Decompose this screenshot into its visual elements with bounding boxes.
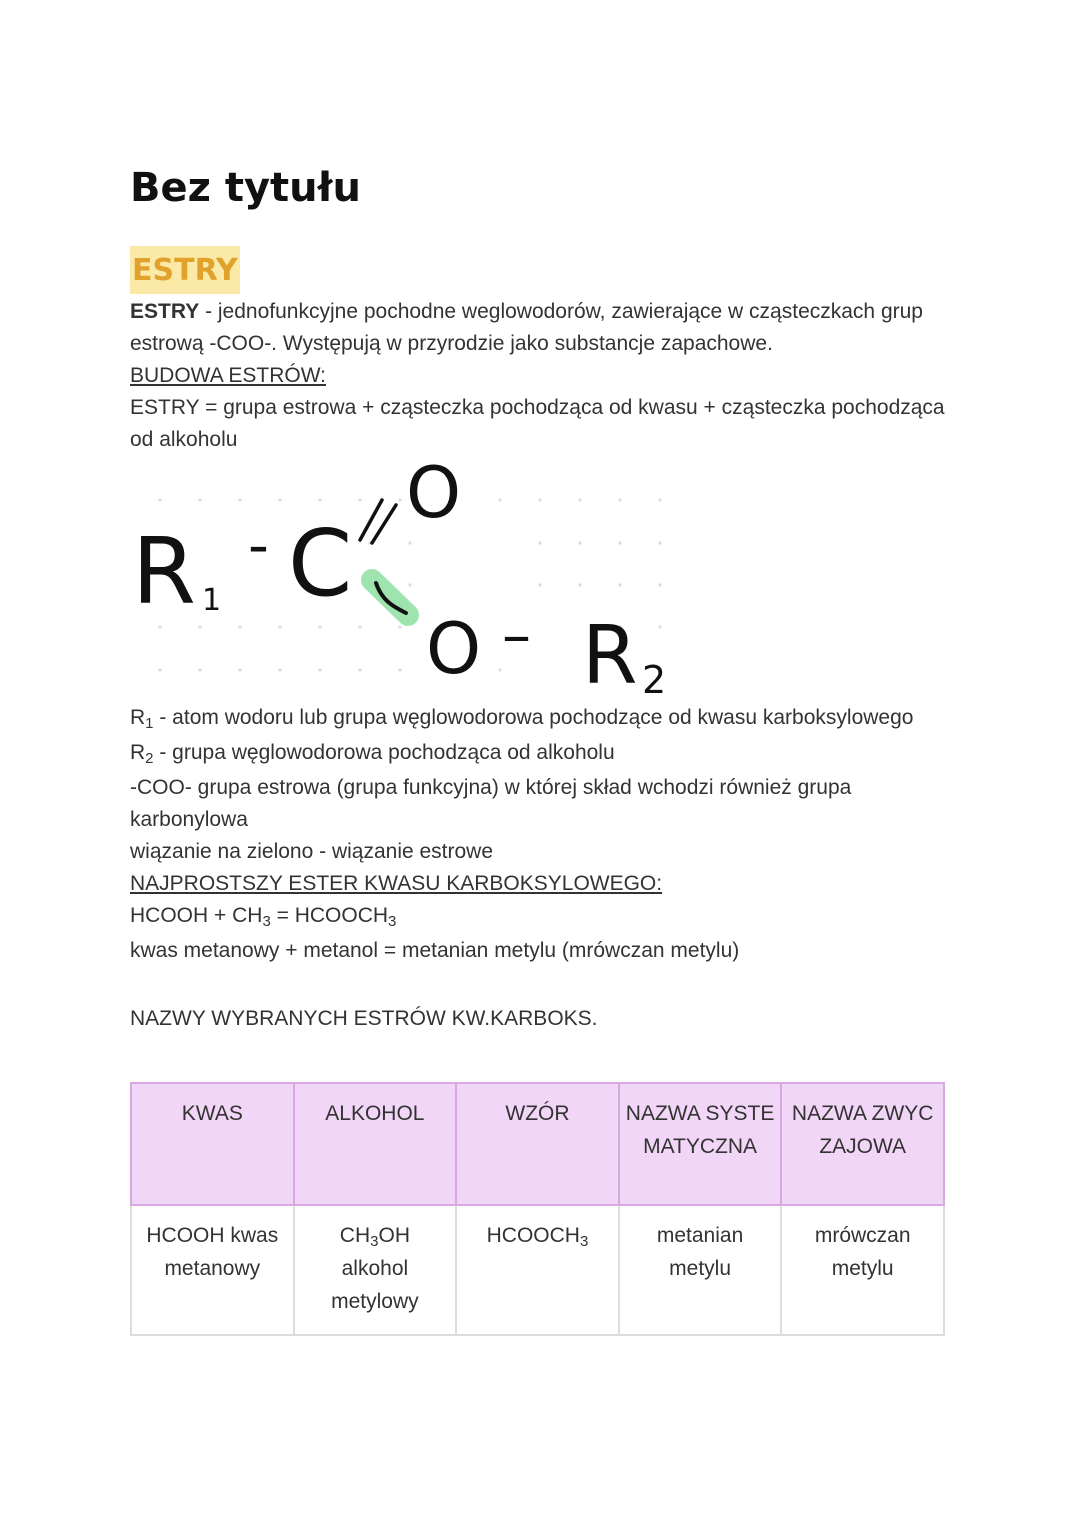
carbon-letter: C bbox=[288, 510, 353, 617]
page-title: Bez tytułu bbox=[130, 165, 361, 211]
reaction-equation: HCOOH + $CH_3$ = $HCOOCH_3$ bbox=[130, 904, 397, 930]
budowa-heading: BUDOWA ESTRÓW: bbox=[130, 364, 327, 387]
dash-left: - bbox=[248, 511, 269, 579]
dash-right: – bbox=[502, 601, 531, 669]
header-nazwa-zwyczajowa: NAZWA ZWYCZAJOWA bbox=[781, 1083, 944, 1205]
header-alkohol: ALKOHOL bbox=[294, 1083, 457, 1205]
cell-kwas: HCOOH kwas metanowy bbox=[131, 1205, 294, 1335]
cell-alkohol: $CH_3OH$ alkohol metylowy bbox=[294, 1205, 457, 1335]
cell-nazwa-zwyczajowa: mrówczan metylu bbox=[781, 1205, 944, 1335]
names-equation: kwas metanowy + metanol = metanian metylu (mrówczan metylu) bbox=[130, 939, 740, 962]
header-nazwa-systematyczna: NAZWA SYSTEMATYCZNA bbox=[619, 1083, 782, 1205]
oxygen-bottom: O bbox=[426, 608, 482, 690]
cell-nazwa-systematyczna: metanian metylu bbox=[619, 1205, 782, 1335]
header-wzor: WZÓR bbox=[456, 1083, 619, 1205]
intro-text: - jednofunkcyjne pochodne weglowodorów, zawierające w cząsteczkach grup estrową -COO-. Występują w przyrodzie jako substancje zapachowe. bbox=[130, 300, 923, 355]
ester-structure-sketch bbox=[120, 455, 690, 705]
esters-table bbox=[130, 1082, 945, 1336]
r1-definition: $R_1$ - atom wodoru lub grupa węglowodorowa pochodzące od kwasu karboksylowego bbox=[130, 706, 914, 732]
simplest-ester-heading: NAJPROSTSZY ESTER KWASU KARBOKSYLOWEGO: bbox=[130, 872, 663, 895]
r2-definition: $R_2$ - grupa węglowodorowa pochodząca od alkoholu bbox=[130, 741, 615, 767]
green-bond-note: wiązanie na zielono - wiązanie estrowe bbox=[130, 840, 494, 863]
oxygen-top: O bbox=[406, 455, 462, 534]
r1-letter: R bbox=[132, 518, 196, 625]
header-kwas: KWAS bbox=[131, 1083, 294, 1205]
section-heading-estry: ESTRY bbox=[130, 246, 240, 294]
table-row bbox=[131, 1205, 944, 1335]
table-header-row bbox=[131, 1083, 944, 1205]
r2-subscript: 2 bbox=[642, 658, 667, 702]
coo-definition: -COO- grupa estrowa (grupa funkcyjna) w której skład wchodzi również grupa karbonylowa bbox=[130, 776, 852, 831]
cell-wzor: $HCOOCH_3$ bbox=[456, 1205, 619, 1335]
intro-term: ESTRY bbox=[130, 300, 200, 323]
budowa-text: ESTRY = grupa estrowa + cząsteczka pochodząca od kwasu + cząsteczka pochodząca od alkoholu bbox=[130, 396, 945, 451]
r1-subscript: 1 bbox=[202, 583, 222, 618]
table-heading: NAZWY WYBRANYCH ESTRÓW KW.KARBOKS. bbox=[130, 1007, 598, 1030]
intro-block bbox=[130, 296, 960, 456]
r2-letter: R bbox=[582, 609, 638, 702]
intro-paragraph bbox=[130, 296, 960, 360]
definitions-block bbox=[130, 702, 970, 967]
